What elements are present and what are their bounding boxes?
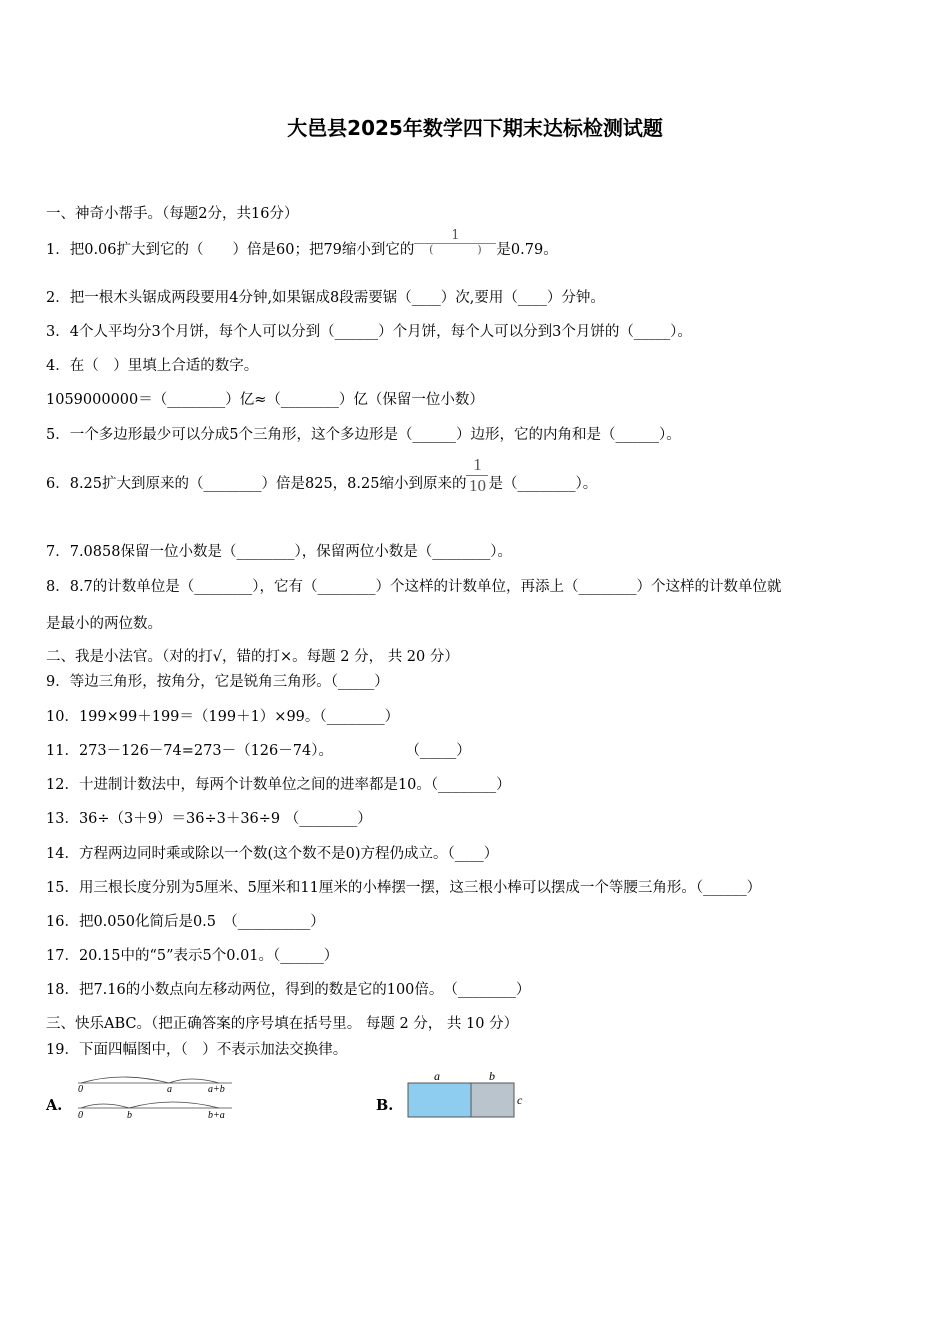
arc-a-2 <box>129 1102 219 1108</box>
question-1-text-a: 1．把0.06扩大到它的（ ）倍是60；把79缩小到它的 <box>46 242 415 258</box>
question-6-text-b: 是（________）。 <box>488 476 598 492</box>
option-b-label: B. <box>376 1097 394 1114</box>
question-17: 17．20.15中的“5”表示5个0.01。（______） <box>46 948 339 964</box>
section-1-heading: 一、神奇小帮手。（每题2分，共16分） <box>46 206 299 222</box>
question-8-line-2: 是最小的两位数。 <box>46 616 162 632</box>
question-7: 7．7.0858保留一位小数是（________），保留两位小数是（________）。 <box>46 544 512 560</box>
question-4-line-2: 1059000000＝（________）亿≈（________）亿（保留一位小数） <box>46 392 484 408</box>
arc-a <box>81 1077 169 1083</box>
question-19: 19．下面四幅图中，（ ）不表示加法交换律。 <box>46 1042 348 1058</box>
fraction-numerator: 1 <box>451 227 460 243</box>
section-2-heading: 二、我是小法官。（对的打√，错的打×。每题 2 分， 共 20 分） <box>46 649 459 665</box>
question-10: 10．199×99＋199＝（199＋1）×99。（________） <box>46 709 400 725</box>
label-b: b <box>127 1110 132 1121</box>
label-a-plus-b: a+b <box>208 1084 225 1095</box>
rectangle-a <box>408 1083 471 1117</box>
question-9: 9．等边三角形，按角分，它是锐角三角形。（_____） <box>46 674 389 690</box>
question-1-fraction <box>414 229 496 256</box>
arc-b-2 <box>81 1104 129 1108</box>
question-13: 13．36÷（3＋9）＝36÷3＋36÷9 （________） <box>46 811 372 827</box>
label-0: 0 <box>78 1110 83 1121</box>
question-1 <box>46 227 558 259</box>
label-a: a <box>434 1069 440 1083</box>
question-8: 8．8.7的计数单位是（________），它有（________）个这样的计数单位，再添上（________）个这样的计数单位就 <box>46 579 782 595</box>
fraction-denominator: 10 <box>466 475 488 496</box>
label-a: a <box>167 1084 172 1095</box>
question-12: 12．十进制计数法中，每两个计数单位之间的进率都是10。（________） <box>46 777 511 793</box>
question-18: 18．把7.16的小数点向左移动两位，得到的数是它的100倍。 （________） <box>46 982 531 998</box>
question-14: 14．方程两边同时乘或除以一个数(这个数不是0)方程仍成立。（____） <box>46 846 499 862</box>
question-3: 3．4个人平均分3个月饼，每个人可以分到（______）个月饼，每个人可以分到3个月饼的（_____）。 <box>46 324 692 340</box>
arc-b <box>169 1079 219 1083</box>
label-b-plus-a: b+a <box>208 1110 225 1121</box>
question-11: 11．273－126－74=273－（126－74）。 （_____） <box>46 743 471 759</box>
option-a-label: A. <box>46 1097 63 1114</box>
question-2: 2．把一根木头锯成两段要用4分钟,如果锯成8段需要锯（____）次,要用（____）分钟。 <box>46 290 605 306</box>
section-3-heading: 三、快乐ABC。（把正确答案的序号填在括号里。 每题 2 分， 共 10 分） <box>46 1016 519 1032</box>
page-title: 大邑县2025年数学四下期末达标检测试题 <box>287 116 663 140</box>
question-16: 16．把0.050化简后是0.5 （__________） <box>46 914 325 930</box>
option-a-number-line-figure <box>72 1070 242 1122</box>
question-6-text-a: 6．8.25扩大到原来的（________）倍是825，8.25缩小到原来的 <box>46 476 467 492</box>
question-5: 5．一个多边形最少可以分成5个三角形，这个多边形是（______）边形，它的内角和是（______）。 <box>46 427 681 443</box>
question-6-fraction <box>466 455 488 496</box>
question-6 <box>46 454 598 496</box>
fraction-numerator: 1 <box>473 454 482 474</box>
question-15: 15．用三根长度分别为5厘米、5厘米和11厘米的小棒摆一摆，这三根小棒可以摆成一个等腰三角形。（______） <box>46 880 762 896</box>
label-c: c <box>517 1093 523 1107</box>
fraction-denominator: ( ) <box>414 243 496 256</box>
rectangle-b <box>471 1083 514 1117</box>
question-4: 4．在（ ）里填上合适的数字。 <box>46 358 259 374</box>
question-1-text-b: 是0.79。 <box>496 242 558 258</box>
label-0: 0 <box>78 1084 83 1095</box>
option-b-rectangle-figure <box>400 1066 534 1122</box>
label-b: b <box>489 1069 495 1083</box>
